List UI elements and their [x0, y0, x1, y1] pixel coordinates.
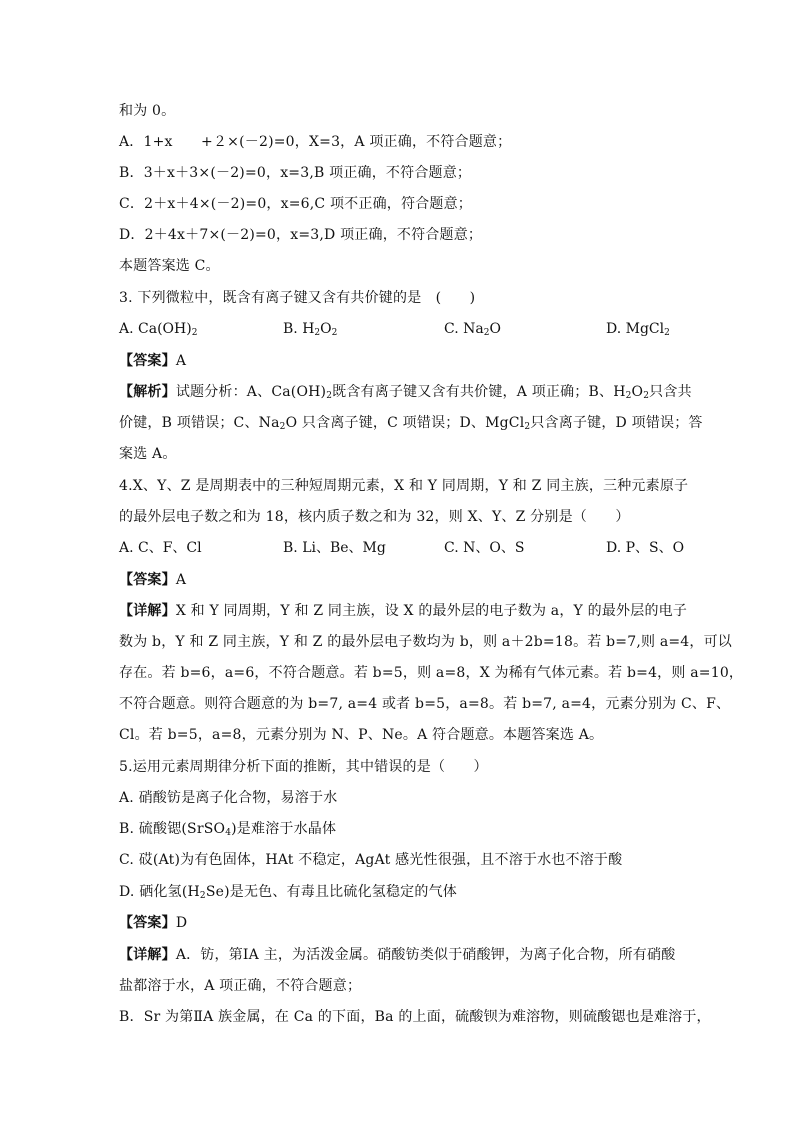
detail-line: 存在。若 b=6，a=6，不符合题意。若 b=5，则 a=8，X 为稀有气体元素。若 b=4，则 a=10， [119, 665, 744, 681]
option-c [444, 320, 501, 338]
option-c: C. 砹(At)为有色固体，HAt 不稳定，AgAt 感光性很强，且不溶于水也不溶于酸 [119, 852, 623, 868]
option-text: O [320, 321, 332, 337]
option-a [119, 320, 197, 338]
option-text: C. Na [444, 321, 484, 337]
subscript: 2 [524, 422, 531, 432]
subscript: 2 [314, 328, 321, 338]
option-a: A. 硝酸钫是离子化合物，易溶于水 [119, 790, 338, 806]
option-a: A. C、F、Cl [119, 540, 202, 556]
analysis-text: O 只含离子键，C 项错误；D、MgCl [285, 415, 525, 431]
answer-value: A [175, 572, 187, 588]
answer-tag: 【答案】 [119, 572, 176, 588]
subscript: 2 [625, 391, 632, 401]
answer-value: A [175, 353, 187, 369]
answer-tag: 【答案】 [119, 353, 176, 369]
detail-line: 数为 b，Y 和 Z 同主族，Y 和 Z 的最外层电子数均为 b，则 a＋2b=18。若 b=7,则 a=4，可以 [119, 634, 733, 650]
analysis-text: O [631, 384, 644, 400]
detail-line: 盐都溶于水，A 项正确，不符合题意； [119, 978, 362, 994]
subscript: 4 [225, 828, 232, 838]
question-stem: 5.运用元素周期律分析下面的推断，其中错误的是（ ） [119, 759, 488, 775]
option-text: Se)是无色、有毒且比硫化氢稳定的气体 [205, 884, 457, 900]
detail-line [119, 946, 675, 964]
answer-line [119, 914, 187, 932]
detail-line: 不符合题意。则符合题意的为 b=7, a=4 或者 b=5，a=8。若 b=7, a=4，元素分别为 C、F、 [119, 696, 731, 712]
detail-line [119, 602, 687, 620]
option-b [119, 820, 336, 838]
analysis-text: 既含有离子键又含有共价键，A 项正确；B、H [332, 384, 626, 400]
subscript: 2 [191, 328, 198, 338]
answer-line [119, 571, 186, 589]
detail-tag: 【详解】 [119, 947, 176, 963]
text-line: 本题答案选 C。 [119, 258, 220, 274]
analysis-tag: 【解析】 [119, 384, 176, 400]
answer-line [119, 352, 186, 370]
option-d [119, 883, 457, 901]
option-text: B. 硫酸锶(SrSO [119, 821, 226, 837]
detail-line: B．Sr 为第ⅡA 族金属，在 Ca 的下面，Ba 的上面，硫酸钡为难溶物，则硫酸锶也是难溶于， [119, 1009, 711, 1025]
detail-line: Cl。若 b=5，a=8，元素分别为 N、P、Ne。A 符合题意。本题答案选 A。 [119, 727, 604, 743]
subscript: 2 [483, 328, 490, 338]
subscript: 2 [199, 891, 206, 901]
question-stem: 3. 下列微粒中，既含有离子键又含有共价键的是 ( ) [119, 290, 476, 306]
option-text: D. 硒化氢(H [119, 884, 200, 900]
detail-tag: 【详解】 [119, 603, 176, 619]
analysis-text: 试题分析：A、Ca(OH) [175, 384, 327, 400]
text-line: 和为 0。 [119, 103, 176, 119]
question-stem: 的最外层电子数之和为 18，核内质子数之和为 32，则 X、Y、Z 分别是（ ） [119, 509, 630, 525]
subscript: 2 [279, 422, 286, 432]
text-line: D．2＋4x＋7×(－2)=0，x=3,D 项正确，不符合题意； [119, 227, 483, 243]
option-d [606, 320, 670, 338]
analysis-text: 价键，B 项错误；C、Na [119, 415, 280, 431]
option-text: O [489, 321, 501, 337]
option-text: D. MgCl [606, 321, 665, 337]
detail-text: A．钫，第ⅠA 主，为活泼金属。硝酸钫类似于硝酸钾，为离子化合物，所有硝酸 [175, 947, 676, 963]
answer-tag: 【答案】 [119, 915, 176, 931]
subscript: 2 [664, 328, 670, 338]
text-line: C．2＋x＋4×(－2)=0，x=6,C 项不正确，符合题意； [119, 196, 472, 212]
subscript: 2 [643, 391, 650, 401]
option-b [283, 320, 337, 338]
option-text: B. H [283, 321, 315, 337]
analysis-line [119, 383, 692, 401]
text-line: A．1+x +２×(－2)=0，X=3，A 项正确，不符合题意； [119, 134, 512, 150]
answer-value: D [175, 915, 188, 931]
option-c: C. N、O、S [444, 540, 525, 556]
option-b: B. Li、Be、Mg [283, 540, 386, 556]
option-text: )是难溶于水晶体 [231, 821, 337, 837]
option-text: A. Ca(OH) [119, 321, 192, 337]
option-d: D. P、S、O [606, 540, 685, 556]
question-stem: 4.X、Y、Z 是周期表中的三种短周期元素，X 和 Y 同周期，Y 和 Z 同主族，三种元素原子 [119, 478, 689, 494]
text-line: B．3＋x＋3×(－2)=0，x=3,B 项正确，不符合题意； [119, 165, 472, 181]
analysis-line: 案选 A。 [119, 446, 177, 462]
analysis-text: 只含共 [649, 384, 692, 400]
subscript: 2 [331, 328, 338, 338]
detail-text: X 和 Y 同周期，Y 和 Z 同主族，设 X 的最外层的电子数为 a，Y 的最外层的电子 [175, 603, 688, 619]
analysis-line [119, 414, 703, 432]
analysis-text: 只含离子键，D 项错误；答 [530, 415, 703, 431]
subscript: 2 [326, 391, 333, 401]
